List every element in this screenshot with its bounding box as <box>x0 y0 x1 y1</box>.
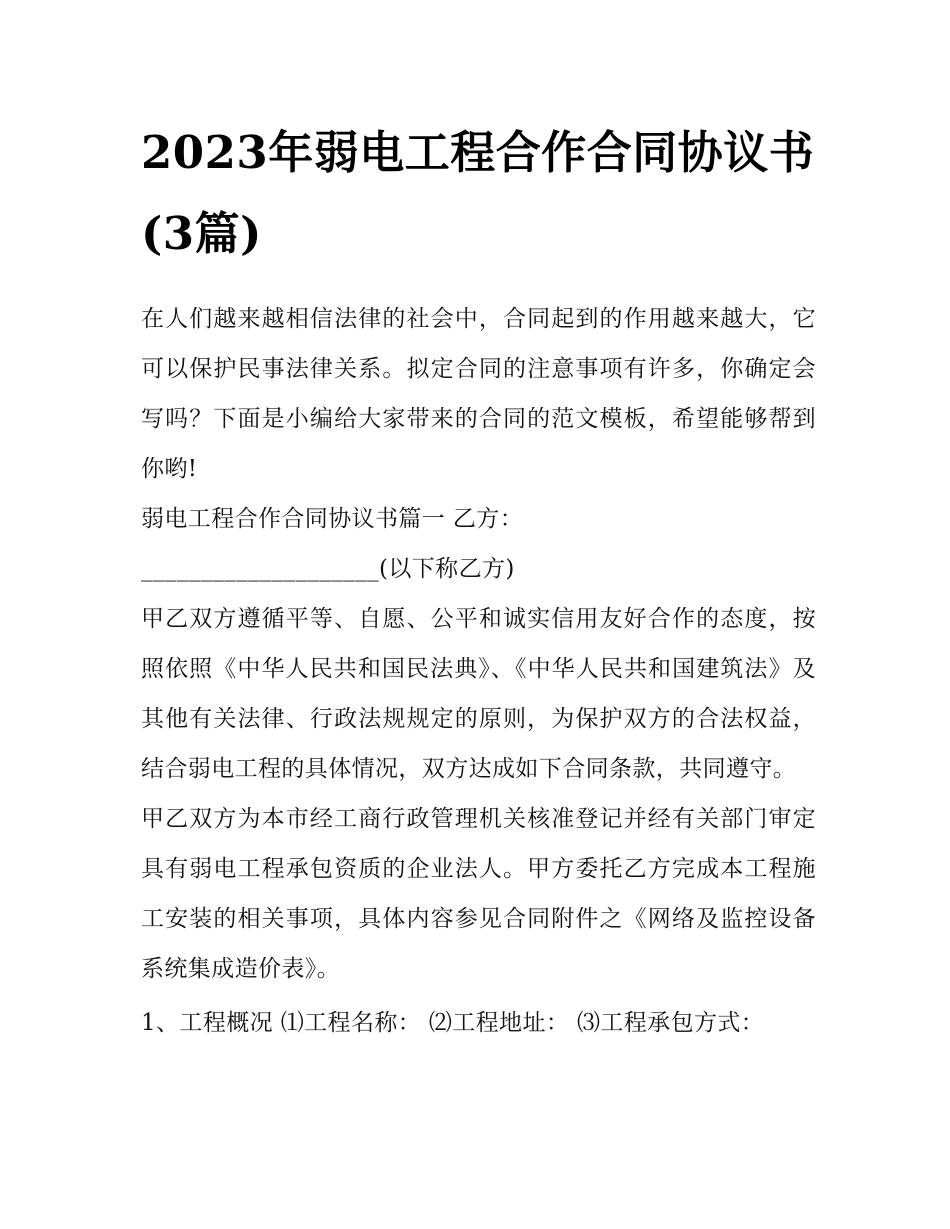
qualification-paragraph: 甲乙双方为本市经工商行政管理机关核准登记并经有关部门审定具有弱电工程承包资质的企业法人。甲方委托乙方完成本工程施工安装的相关事项，具体内容参见合同附件之《网络及监控设备系统集成造价表》。 <box>141 806 816 982</box>
party-b-blank-line: ____________________(以下称乙方) <box>141 556 515 582</box>
document-title: 2023年弱电工程合作合同协议书(3篇) <box>141 126 815 260</box>
document-body <box>141 294 816 1048</box>
principles-paragraph: 甲乙双方遵循平等、自愿、公平和诚实信用友好合作的态度，按照依照《中华人民共和国民法典》、《中华人民共和国建筑法》及其他有关法律、行政法规规定的原则，为保护双方的合法权益，结合弱电工程的具体情况，双方达成如下合同条款，共同遵守。 <box>141 606 816 782</box>
document-page <box>141 112 816 1048</box>
project-overview-clause: 1、工程概况 ⑴工程名称： ⑵工程地址： ⑶工程承包方式： <box>141 1010 765 1036</box>
intro-paragraph: 在人们越来越相信法律的社会中，合同起到的作用越来越大，它可以保护民事法律关系。拟定合同的注意事项有许多，你确定会写吗？下面是小编给大家带来的合同的范文模板，希望能够帮到你哟! <box>141 306 816 482</box>
section-heading-party-b: 弱电工程合作合同协议书篇一 乙方： <box>141 506 524 532</box>
